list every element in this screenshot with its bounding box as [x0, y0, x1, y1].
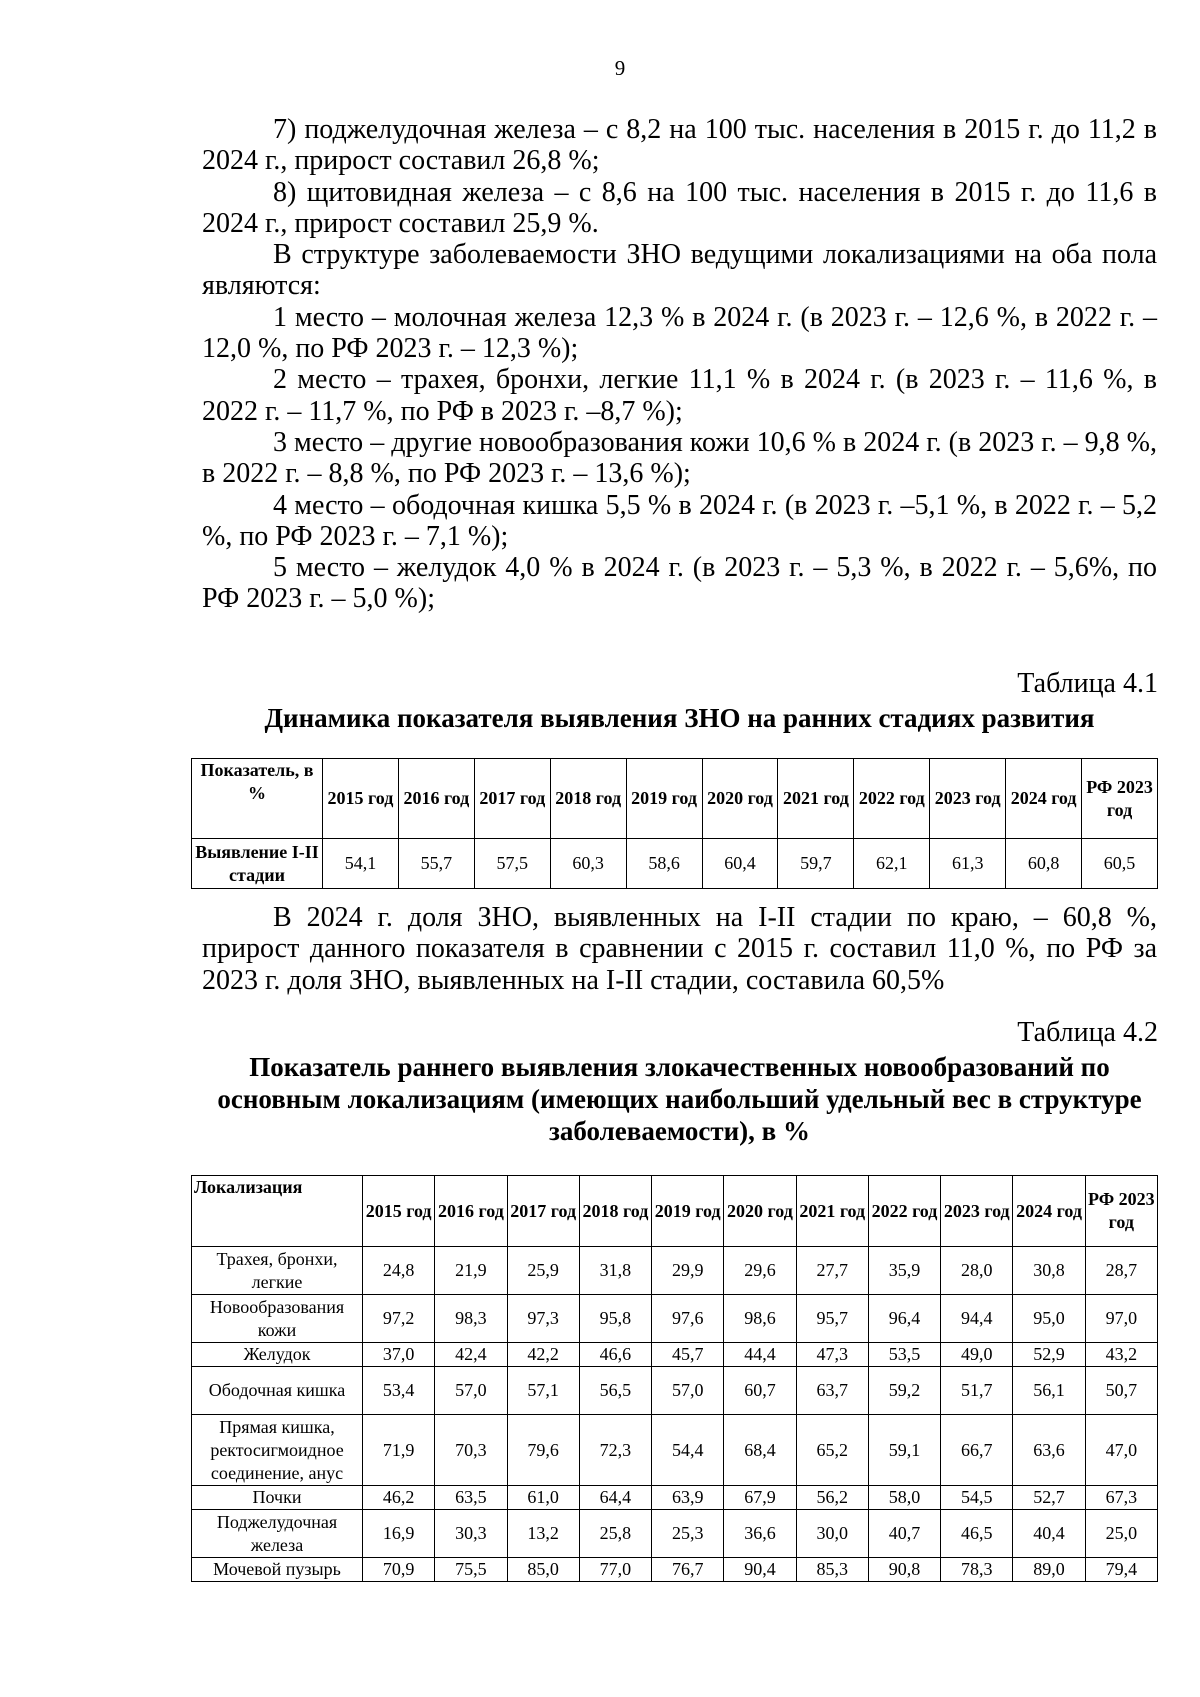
table2-cell: 52,9 — [1013, 1343, 1085, 1367]
table2-header-cell: 2020 год — [724, 1176, 796, 1247]
table2-cell: 90,8 — [868, 1558, 940, 1582]
table2-cell: 30,0 — [796, 1510, 868, 1558]
table2-cell: 58,0 — [868, 1486, 940, 1510]
table2-cell: 59,1 — [868, 1415, 940, 1486]
table2 — [191, 1175, 1158, 1582]
table2-cell: 25,8 — [579, 1510, 651, 1558]
table1-header-cell: 2022 год — [854, 759, 930, 839]
table2-cell: 54,5 — [941, 1486, 1013, 1510]
table2-cell: 29,9 — [652, 1247, 724, 1295]
table2-cell: 95,0 — [1013, 1295, 1085, 1343]
table2-cell: 56,1 — [1013, 1367, 1085, 1415]
table2-row — [192, 1415, 1158, 1486]
body-text-middle — [202, 902, 1157, 996]
paragraph: 4 место – ободочная кишка 5,5 % в 2024 г. (в 2023 г. –5,1 %, в 2022 г. – 5,2 %, по РФ 2023 г. – 7,1 %); — [202, 489, 1157, 552]
table1-cell: 57,5 — [474, 839, 550, 889]
table2-cell: 90,4 — [724, 1558, 796, 1582]
table2-cell: 54,4 — [652, 1415, 724, 1486]
table2-cell: 31,8 — [579, 1247, 651, 1295]
table2-cell: 30,8 — [1013, 1247, 1085, 1295]
table1-header-cell: 2020 год — [702, 759, 778, 839]
table2-row-label: Прямая кишка, ректосигмоидное соединение, анус — [192, 1415, 363, 1486]
table2-cell: 63,6 — [1013, 1415, 1085, 1486]
paragraph: 1 место – молочная железа 12,3 % в 2024 г. (в 2023 г. – 12,6 %, в 2022 г. – 12,0 %, по РФ 2023 г. – 12,3 %); — [202, 301, 1157, 365]
table2-cell: 60,7 — [724, 1367, 796, 1415]
table2-cell: 63,9 — [652, 1486, 724, 1510]
table2-cell: 75,5 — [435, 1558, 507, 1582]
table2-cell: 61,0 — [507, 1486, 579, 1510]
table2-cell: 56,5 — [579, 1367, 651, 1415]
table2-cell: 50,7 — [1085, 1367, 1157, 1415]
table1-header-cell: Показатель, в % — [192, 759, 323, 839]
table2-cell: 95,7 — [796, 1295, 868, 1343]
table2-cell: 57,1 — [507, 1367, 579, 1415]
table2-cell: 53,5 — [868, 1343, 940, 1367]
table2-row-label: Трахея, бронхи, легкие — [192, 1247, 363, 1295]
table1-title: Динамика показателя выявления ЗНО на ранних стадиях развития — [264, 703, 1095, 733]
table2-cell: 13,2 — [507, 1510, 579, 1558]
table2-cell: 52,7 — [1013, 1486, 1085, 1510]
table2-row — [192, 1295, 1158, 1343]
table2-cell: 77,0 — [579, 1558, 651, 1582]
paragraph: В 2024 г. доля ЗНО, выявленных на I-II стадии по краю, – 60,8 %, прирост данного показателя в сравнении с 2015 г. составил 11,0 %, по РФ за 2023 г. доля ЗНО, выявленных на I-II стадии, составила 60,5% — [202, 902, 1157, 996]
table2-cell: 30,3 — [435, 1510, 507, 1558]
table2-cell: 46,5 — [941, 1510, 1013, 1558]
table2-cell: 71,9 — [363, 1415, 435, 1486]
table2-cell: 95,8 — [579, 1295, 651, 1343]
table2-header-cell: 2015 год — [363, 1176, 435, 1247]
table1-header-cell: 2023 год — [930, 759, 1006, 839]
table1-cell: 62,1 — [854, 839, 930, 889]
table1-cell: 60,3 — [550, 839, 626, 889]
table1-header-cell: 2015 год — [323, 759, 399, 839]
table2-header-cell: Локализация — [192, 1176, 363, 1247]
table2-cell: 97,6 — [652, 1295, 724, 1343]
table2-cell: 37,0 — [363, 1343, 435, 1367]
table2-cell: 43,2 — [1085, 1343, 1157, 1367]
table2-row-label: Мочевой пузырь — [192, 1558, 363, 1582]
table2-cell: 44,4 — [724, 1343, 796, 1367]
table2-cell: 35,9 — [868, 1247, 940, 1295]
page-number: 9 — [614, 56, 626, 80]
table2-header-cell: 2016 год — [435, 1176, 507, 1247]
table1-header-cell: 2019 год — [626, 759, 702, 839]
paragraph: 2 место – трахея, бронхи, легкие 11,1 % в 2024 г. (в 2023 г. – 11,6 %, в 2022 г. – 11,7 %, по РФ в 2023 г. –8,7 %); — [202, 364, 1157, 427]
table2-cell: 98,6 — [724, 1295, 796, 1343]
table2-cell: 85,3 — [796, 1558, 868, 1582]
table2-cell: 45,7 — [652, 1343, 724, 1367]
table1-row-label: Выявление I-II стадии — [192, 839, 323, 889]
table2-cell: 68,4 — [724, 1415, 796, 1486]
table2-body — [192, 1247, 1158, 1582]
table2-row — [192, 1486, 1158, 1510]
table1-cell: 54,1 — [323, 839, 399, 889]
table2-header-cell: 2019 год — [652, 1176, 724, 1247]
table2-header-cell: РФ 2023 год — [1085, 1176, 1157, 1247]
table2-cell: 85,0 — [507, 1558, 579, 1582]
paragraph: 7) поджелудочная железа – с 8,2 на 100 тыс. населения в 2015 г. до 11,2 в 2024 г., прирост составил 26,8 %; — [202, 114, 1157, 177]
table2-cell: 97,2 — [363, 1295, 435, 1343]
table2-cell: 63,5 — [435, 1486, 507, 1510]
table1-row — [192, 839, 1158, 889]
table2-row — [192, 1558, 1158, 1582]
table2-cell: 53,4 — [363, 1367, 435, 1415]
table2-cell: 79,4 — [1085, 1558, 1157, 1582]
table2-cell: 89,0 — [1013, 1558, 1085, 1582]
table1 — [191, 758, 1158, 889]
table2-cell: 42,4 — [435, 1343, 507, 1367]
table2-cell: 63,7 — [796, 1367, 868, 1415]
table2-cell: 16,9 — [363, 1510, 435, 1558]
table1-cell: 61,3 — [930, 839, 1006, 889]
table2-header-cell: 2024 год — [1013, 1176, 1085, 1247]
table2-cell: 65,2 — [796, 1415, 868, 1486]
table2-cell: 51,7 — [941, 1367, 1013, 1415]
table1-caption: Таблица 4.1 — [1017, 668, 1158, 699]
table2-cell: 42,2 — [507, 1343, 579, 1367]
paragraph: 8) щитовидная железа – с 8,6 на 100 тыс. населения в 2015 г. до 11,6 в 2024 г., прирост составил 25,9 %. — [202, 176, 1157, 239]
table2-row-label: Поджелудочная железа — [192, 1510, 363, 1558]
table2-row — [192, 1367, 1158, 1415]
table1-cell: 59,7 — [778, 839, 854, 889]
table2-row — [192, 1343, 1158, 1367]
table2-cell: 70,3 — [435, 1415, 507, 1486]
table2-cell: 78,3 — [941, 1558, 1013, 1582]
table2-cell: 72,3 — [579, 1415, 651, 1486]
table1-header-cell: 2017 год — [474, 759, 550, 839]
table1-cell: 60,5 — [1082, 839, 1158, 889]
table2-row — [192, 1247, 1158, 1295]
table2-cell: 64,4 — [579, 1486, 651, 1510]
table2-header-cell: 2018 год — [579, 1176, 651, 1247]
paragraph: 5 место – желудок 4,0 % в 2024 г. (в 2023 г. – 5,3 %, в 2022 г. – 5,6%, по РФ 2023 г. – 5,0 %); — [202, 552, 1157, 615]
table1-header-cell: РФ 2023 год — [1082, 759, 1158, 839]
table2-cell: 28,0 — [941, 1247, 1013, 1295]
table2-header-row — [192, 1176, 1158, 1247]
table2-cell: 79,6 — [507, 1415, 579, 1486]
table2-cell: 94,4 — [941, 1295, 1013, 1343]
table2-cell: 67,3 — [1085, 1486, 1157, 1510]
table2-cell: 96,4 — [868, 1295, 940, 1343]
table1-header-cell: 2024 год — [1006, 759, 1082, 839]
table2-cell: 97,3 — [507, 1295, 579, 1343]
table2-cell: 29,6 — [724, 1247, 796, 1295]
table2-cell: 47,0 — [1085, 1415, 1157, 1486]
table2-cell: 36,6 — [724, 1510, 796, 1558]
table2-title: Показатель раннего выявления злокачественных новообразований по основным локализациям (имеющих наибольший удельный вес в структуре заболеваемости), в % — [217, 1052, 1142, 1146]
table2-cell: 28,7 — [1085, 1247, 1157, 1295]
table2-row-label: Желудок — [192, 1343, 363, 1367]
table2-cell: 46,2 — [363, 1486, 435, 1510]
table1-cell: 58,6 — [626, 839, 702, 889]
table2-cell: 56,2 — [796, 1486, 868, 1510]
table2-cell: 46,6 — [579, 1343, 651, 1367]
paragraph: В структуре заболеваемости ЗНО ведущими локализациями на оба пола являются: — [202, 239, 1157, 302]
table2-cell: 97,0 — [1085, 1295, 1157, 1343]
table1-cell: 60,4 — [702, 839, 778, 889]
table2-cell: 66,7 — [941, 1415, 1013, 1486]
table2-cell: 57,0 — [435, 1367, 507, 1415]
table1-header-cell: 2016 год — [398, 759, 474, 839]
table2-cell: 27,7 — [796, 1247, 868, 1295]
table2-cell: 25,9 — [507, 1247, 579, 1295]
table2-caption: Таблица 4.2 — [1017, 1017, 1158, 1048]
paragraph: 3 место – другие новообразования кожи 10,6 % в 2024 г. (в 2023 г. – 9,8 %, в 2022 г. – 8,8 %, по РФ 2023 г. – 13,6 %); — [202, 426, 1157, 490]
table2-cell: 25,3 — [652, 1510, 724, 1558]
table2-header-cell: 2021 год — [796, 1176, 868, 1247]
table1-cell: 55,7 — [398, 839, 474, 889]
table2-cell: 76,7 — [652, 1558, 724, 1582]
table2-cell: 25,0 — [1085, 1510, 1157, 1558]
table2-header-cell: 2023 год — [941, 1176, 1013, 1247]
table2-cell: 59,2 — [868, 1367, 940, 1415]
table1-header-cell: 2021 год — [778, 759, 854, 839]
table2-cell: 70,9 — [363, 1558, 435, 1582]
table2-row-label: Почки — [192, 1486, 363, 1510]
table2-cell: 40,7 — [868, 1510, 940, 1558]
table2-row — [192, 1510, 1158, 1558]
table2-cell: 67,9 — [724, 1486, 796, 1510]
table2-cell: 21,9 — [435, 1247, 507, 1295]
table2-cell: 24,8 — [363, 1247, 435, 1295]
body-text-top — [202, 114, 1157, 615]
table2-cell: 49,0 — [941, 1343, 1013, 1367]
table2-cell: 47,3 — [796, 1343, 868, 1367]
table2-row-label: Ободочная кишка — [192, 1367, 363, 1415]
table2-cell: 40,4 — [1013, 1510, 1085, 1558]
table1-header-cell: 2018 год — [550, 759, 626, 839]
table1-header-row — [192, 759, 1158, 839]
table2-cell: 98,3 — [435, 1295, 507, 1343]
table1-cell: 60,8 — [1006, 839, 1082, 889]
table2-cell: 57,0 — [652, 1367, 724, 1415]
table2-header-cell: 2022 год — [868, 1176, 940, 1247]
table2-header-cell: 2017 год — [507, 1176, 579, 1247]
table2-row-label: Новообразования кожи — [192, 1295, 363, 1343]
